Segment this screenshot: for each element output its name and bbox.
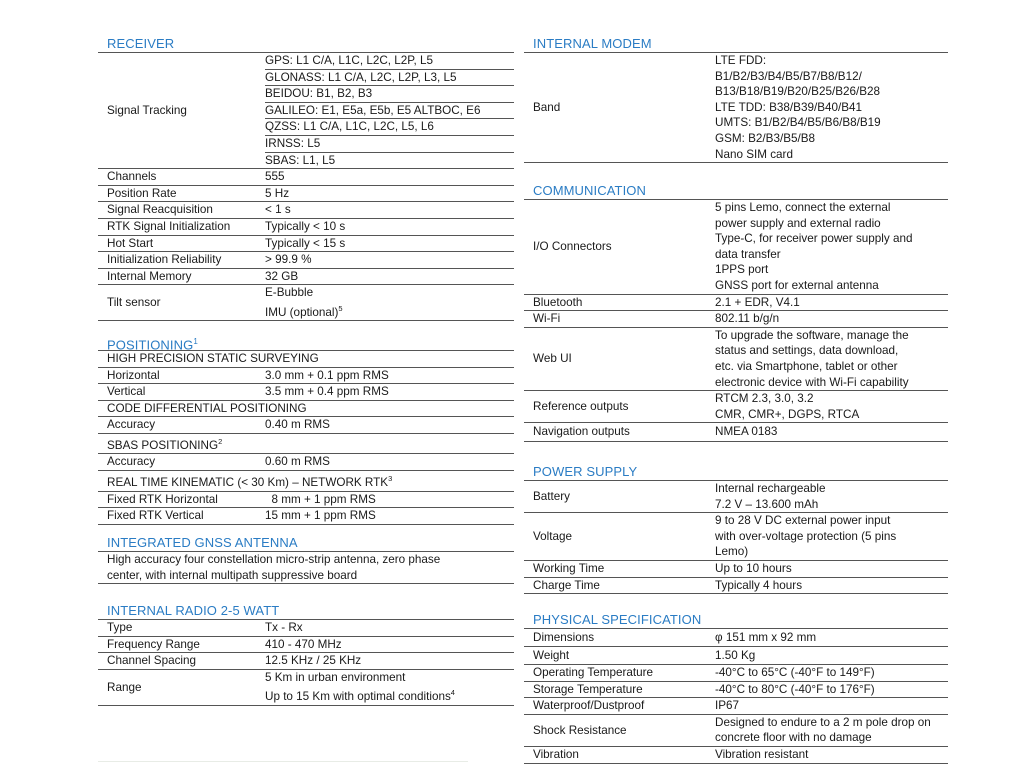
row-value: To upgrade the software, manage the <box>715 328 909 342</box>
footnote-ref: 5 <box>338 303 343 313</box>
row-value: -40°C to 80°C (-40°F to 176°F) <box>715 682 875 696</box>
spec-row <box>524 295 948 312</box>
row-label: Position Rate <box>107 186 177 200</box>
section-title: RECEIVER <box>98 36 514 53</box>
positioning-section <box>98 334 514 525</box>
row-value: Typically < 10 s <box>265 219 346 233</box>
row-value: B1/B2/B3/B4/B5/B7/B8/B12/ <box>715 69 862 83</box>
row-value: B13/B18/B19/B20/B25/B26/B28 <box>715 85 881 99</box>
section-title: INTERNAL MODEM <box>524 36 948 53</box>
row-label: Bluetooth <box>533 295 583 309</box>
row-label: Fixed RTK Vertical <box>107 509 204 523</box>
row-value: 0.40 m RMS <box>265 418 330 432</box>
row-value: IP67 <box>715 699 740 713</box>
spec-row <box>524 578 948 595</box>
row-label: Channels <box>107 170 157 184</box>
row-value: > 99.9 % <box>265 253 312 267</box>
row-label: Battery <box>533 489 571 503</box>
spec-row <box>524 747 948 764</box>
row-value: data transfer <box>715 247 781 261</box>
row-value: NMEA 0183 <box>715 425 778 439</box>
row-label: Signal Reacquisition <box>107 203 213 217</box>
section-title: INTERNAL RADIO 2-5 WATT <box>98 603 514 620</box>
row-value: 12.5 KHz / 25 KHz <box>265 654 362 668</box>
antenna-section <box>98 535 514 584</box>
row-value: SBAS: L1, L5 <box>265 153 336 167</box>
row-label: Band <box>533 100 561 114</box>
spec-row <box>524 682 948 699</box>
row-value: 8 mm + 1 ppm RMS <box>265 492 376 506</box>
row-value: 9 to 28 V DC external power input <box>715 514 891 528</box>
spec-row <box>98 236 514 253</box>
row-value: GSM: B2/B3/B5/B8 <box>715 131 816 145</box>
subsection-heading: HIGH PRECISION STATIC SURVEYING <box>98 351 514 368</box>
spec-row <box>98 219 514 236</box>
row-value: Typically 4 hours <box>715 578 803 592</box>
row-value: Type-C, for receiver power supply and <box>715 232 913 246</box>
divider <box>98 761 468 762</box>
row-value: LTE FDD: <box>715 54 767 67</box>
spec-row <box>98 202 514 219</box>
spec-row <box>98 269 514 286</box>
row-value: E-Bubble <box>265 286 314 300</box>
spec-row <box>98 368 514 385</box>
row-value: < 1 s <box>265 203 291 217</box>
row-label: Vibration <box>533 747 579 761</box>
row-label: Channel Spacing <box>107 654 197 668</box>
row-label: Waterproof/Dustproof <box>533 699 645 713</box>
row-label: Shock Resistance <box>533 723 627 737</box>
row-value: Lemo) <box>715 545 749 559</box>
spec-row <box>524 311 948 328</box>
footnote-ref: 1 <box>193 337 198 346</box>
row-value: CMR, CMR+, DGPS, RTCA <box>715 407 860 421</box>
row-value: Up to 15 Km with optimal conditions <box>265 690 451 704</box>
spec-row <box>524 647 948 665</box>
row-label: Dimensions <box>533 631 595 644</box>
row-value: 32 GB <box>265 269 299 283</box>
row-value: Up to 10 hours <box>715 561 792 575</box>
row-label: Accuracy <box>107 418 156 432</box>
row-value: QZSS: L1 C/A, L1C, L2C, L5, L6 <box>265 119 514 136</box>
section-title: PHYSICAL SPECIFICATION <box>524 612 948 629</box>
row-value: 2.1 + EDR, V4.1 <box>715 295 800 309</box>
row-value: Vibration resistant <box>715 747 809 761</box>
row-label: Hot Start <box>107 236 154 250</box>
row-label: Storage Temperature <box>533 682 643 696</box>
signal-tracking-row <box>98 53 514 169</box>
subsection-heading: SBAS POSITIONING$^2$ <box>98 434 514 454</box>
spec-row <box>98 169 514 186</box>
radio-section <box>98 603 514 706</box>
row-value: GALILEO: E1, E5a, E5b, E5 ALTBOC, E6 <box>265 103 514 120</box>
section-title: COMMUNICATION <box>524 183 948 200</box>
row-label: Range <box>107 680 142 694</box>
row-value: 1.50 Kg <box>715 649 756 662</box>
row-label: Navigation outputs <box>533 425 630 439</box>
row-label: Operating Temperature <box>533 666 653 679</box>
reference-outputs-row <box>524 391 948 423</box>
row-value: Tx - Rx <box>265 621 303 634</box>
spec-row <box>524 665 948 682</box>
spec-row <box>524 423 948 442</box>
row-label: Initialization Reliability <box>107 253 222 267</box>
row-label: Charge Time <box>533 578 600 592</box>
row-label: Frequency Range <box>107 637 200 651</box>
range-row <box>98 670 514 706</box>
row-value: Nano SIM card <box>715 147 793 161</box>
row-label: I/O Connectors <box>533 239 612 253</box>
spec-row <box>98 186 514 203</box>
voltage-row <box>524 513 948 561</box>
row-label: Voltage <box>533 529 572 543</box>
row-value: etc. via Smartphone, tablet or other <box>715 359 898 373</box>
row-label: Type <box>107 621 133 634</box>
row-value: LTE TDD: B38/B39/B40/B41 <box>715 100 863 114</box>
physical-section <box>524 612 948 764</box>
row-value: Typically < 15 s <box>265 236 346 250</box>
row-value: with over-voltage protection (5 pins <box>715 529 897 543</box>
row-value: concrete floor with no damage <box>715 731 872 745</box>
row-label: Horizontal <box>107 368 160 382</box>
row-label: Weight <box>533 649 570 662</box>
row-value: 802.11 b/g/n <box>715 312 780 326</box>
spec-row <box>524 561 948 578</box>
shock-resistance-row <box>524 715 948 747</box>
row-value: φ 151 mm x 92 mm <box>715 631 817 644</box>
row-value: 3.5 mm + 0.4 ppm RMS <box>265 385 389 399</box>
row-label: RTK Signal Initialization <box>107 219 231 233</box>
row-value: -40°C to 65°C (-40°F to 149°F) <box>715 666 875 679</box>
row-value: status and settings, data download, <box>715 344 899 358</box>
row-value: 7.2 V – 13.600 mAh <box>715 497 819 511</box>
power-section <box>524 464 948 594</box>
row-value: Designed to endure to a 2 m pole drop on <box>715 715 931 729</box>
row-value: 5 Hz <box>265 186 290 200</box>
row-value: GPS: L1 C/A, L1C, L2C, L2P, L5 <box>265 53 514 70</box>
row-value: electronic device with Wi-Fi capability <box>715 375 909 389</box>
spec-row <box>98 417 514 434</box>
antenna-description: High accuracy four constellation micro-strip antenna, zero phase center, with internal multipath suppressive board <box>98 552 514 584</box>
row-value: GLONASS: L1 C/A, L2C, L2P, L3, L5 <box>265 70 514 87</box>
row-value: UMTS: B1/B2/B4/B5/B6/B8/B19 <box>715 116 881 130</box>
row-value: BEIDOU: B1, B2, B3 <box>265 86 514 103</box>
row-value: 1PPS port <box>715 263 769 277</box>
section-title: INTEGRATED GNSS ANTENNA <box>98 535 514 552</box>
row-value: 15 mm + 1 ppm RMS <box>265 509 376 523</box>
row-label: Accuracy <box>107 455 156 469</box>
tilt-sensor-row <box>98 285 514 321</box>
row-value: Internal rechargeable <box>715 482 826 495</box>
web-ui-row <box>524 328 948 391</box>
spec-row <box>98 637 514 654</box>
spec-row <box>98 653 514 670</box>
band-row <box>524 53 948 163</box>
row-value: IMU (optional) <box>265 305 339 319</box>
spec-row <box>98 620 514 637</box>
spec-row <box>98 508 514 525</box>
row-label: Tilt sensor <box>107 296 161 310</box>
spec-row <box>524 629 948 647</box>
row-value: 5 Km in urban environment <box>265 670 406 684</box>
row-label: Fixed RTK Horizontal <box>107 492 218 506</box>
row-value: RTCM 2.3, 3.0, 3.2 <box>715 392 814 406</box>
row-value: 3.0 mm + 0.1 ppm RMS <box>265 368 389 382</box>
spec-row <box>98 492 514 509</box>
row-label: Vertical <box>107 385 146 399</box>
subsection-heading: REAL TIME KINEMATIC (< 30 Km) – NETWORK RTK$^3$ <box>98 471 514 491</box>
row-label: Signal Tracking <box>107 103 187 117</box>
spec-row <box>524 698 948 715</box>
spec-row <box>98 252 514 269</box>
section-title: POSITIONING$^1$ <box>98 334 514 351</box>
modem-section <box>524 36 948 163</box>
row-label: Wi-Fi <box>533 312 561 326</box>
row-value: GNSS port for external antenna <box>715 278 879 292</box>
row-value: 5 pins Lemo, connect the external <box>715 201 891 214</box>
footnote-ref: 3 <box>388 474 393 484</box>
row-value: IRNSS: L5 <box>265 136 514 153</box>
receiver-section <box>98 36 514 321</box>
communication-section <box>524 183 948 442</box>
row-label: Internal Memory <box>107 269 192 283</box>
spec-row <box>98 384 514 401</box>
row-value: power supply and external radio <box>715 216 881 230</box>
row-value: 0.60 m RMS <box>265 455 330 469</box>
subsection-heading: CODE DIFFERENTIAL POSITIONING <box>98 401 514 418</box>
spec-row <box>98 454 514 471</box>
row-label: Working Time <box>533 561 605 575</box>
io-connectors-row <box>524 200 948 295</box>
footnote-ref: 2 <box>218 436 223 446</box>
row-label: Web UI <box>533 352 572 366</box>
row-label: Reference outputs <box>533 399 629 413</box>
battery-row <box>524 481 948 513</box>
row-value: 555 <box>265 170 285 184</box>
row-value: 410 - 470 MHz <box>265 637 342 651</box>
section-title: POWER SUPPLY <box>524 464 948 481</box>
footnote-ref: 4 <box>450 688 455 698</box>
